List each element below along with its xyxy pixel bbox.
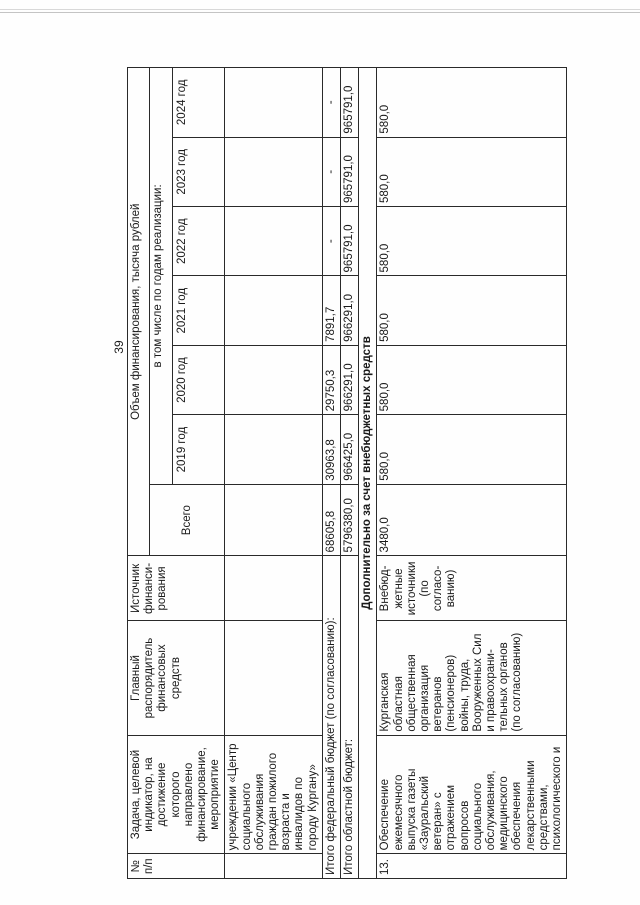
- regional-2019-value: 966425,0: [341, 415, 359, 484]
- row13-total-value: 3480,0: [377, 484, 567, 556]
- header-year-2024: 2024 год: [173, 68, 225, 138]
- regional-total-label: Итого областной бюджет:: [341, 556, 359, 879]
- row13-2022-value: 580,0: [377, 207, 567, 276]
- federal-total-value: 68605,8: [322, 484, 340, 556]
- header-year-2022: 2022 год: [173, 207, 225, 276]
- table-row-federal-total: [322, 68, 340, 879]
- regional-2021-value: 966291,0: [341, 276, 359, 345]
- header-source: Источник финанси-рования: [128, 556, 225, 621]
- header-manager: Главный распорядитель финансовых средств: [128, 621, 225, 735]
- federal-2023-value: -: [322, 137, 340, 206]
- header-year-2020: 2020 год: [173, 345, 225, 414]
- rotated-page: [127, 67, 564, 879]
- row13-2021-value: 580,0: [377, 276, 567, 345]
- row13-2020-value: 580,0: [377, 345, 567, 414]
- row13-source: Внебюд-жетные источники (по согласо-ванию): [377, 556, 567, 621]
- row13-2024-value: 580,0: [377, 68, 567, 138]
- header-year-2023: 2023 год: [173, 137, 225, 206]
- table-row-regional-total: [341, 68, 359, 879]
- table-row-continued: [225, 68, 322, 879]
- financing-table: [127, 67, 567, 879]
- header-year-2021: 2021 год: [173, 276, 225, 345]
- header-num: № п/п: [128, 854, 225, 879]
- regional-2024-value: 965791,0: [341, 68, 359, 138]
- row13-2023-value: 580,0: [377, 137, 567, 206]
- federal-2020-value: 29750,3: [322, 345, 340, 414]
- header-volume: Объем финансирования, тысяча рублей: [128, 68, 150, 556]
- regional-2022-value: 965791,0: [341, 207, 359, 276]
- federal-2022-value: -: [322, 207, 340, 276]
- section-title: Дополнительно за счет внебюджетных средств: [359, 68, 377, 879]
- header-year-2019: 2019 год: [173, 415, 225, 484]
- row13-num: 13.: [377, 854, 567, 879]
- page-number: 39: [112, 340, 126, 354]
- header-task: Задача, целевой индикатор, на достижение которого направлено финансирование, мероприятие: [128, 735, 225, 854]
- row13-task: Обеспечение ежемесячного выпуска газеты «Зауральский ветеран» с отражением вопросов социального обслуживания, медицинского обеспечения лекарственными средствами, психологического и: [377, 735, 567, 854]
- top-scan-line-2: [0, 12, 640, 13]
- header-by-years: в том числе по годам реализации:: [150, 68, 173, 485]
- table-row-13: [377, 68, 567, 879]
- top-scan-line: [0, 9, 640, 10]
- continued-task: учреждении «Центр социального обслуживания граждан пожилого возраста и инвалидов по городу Кургану»: [225, 735, 322, 854]
- federal-2019-value: 30963,8: [322, 415, 340, 484]
- header-total: Всего: [150, 484, 225, 556]
- federal-2021-value: 7891,7: [322, 276, 340, 345]
- row13-manager: Курганская областная общественная организация ветеранов (пенсионеров) войны, труда, Вооруженных Сил и правоохрани-тельных органов (по согласованию): [377, 621, 567, 735]
- regional-2020-value: 966291,0: [341, 345, 359, 414]
- federal-2024-value: -: [322, 68, 340, 138]
- regional-2023-value: 965791,0: [341, 137, 359, 206]
- federal-total-label: Итого федеральный бюджет (по согласованию):: [322, 556, 340, 879]
- table-row-section: [359, 68, 377, 879]
- regional-total-value: 5796380,0: [341, 484, 359, 556]
- row13-2019-value: 580,0: [377, 415, 567, 484]
